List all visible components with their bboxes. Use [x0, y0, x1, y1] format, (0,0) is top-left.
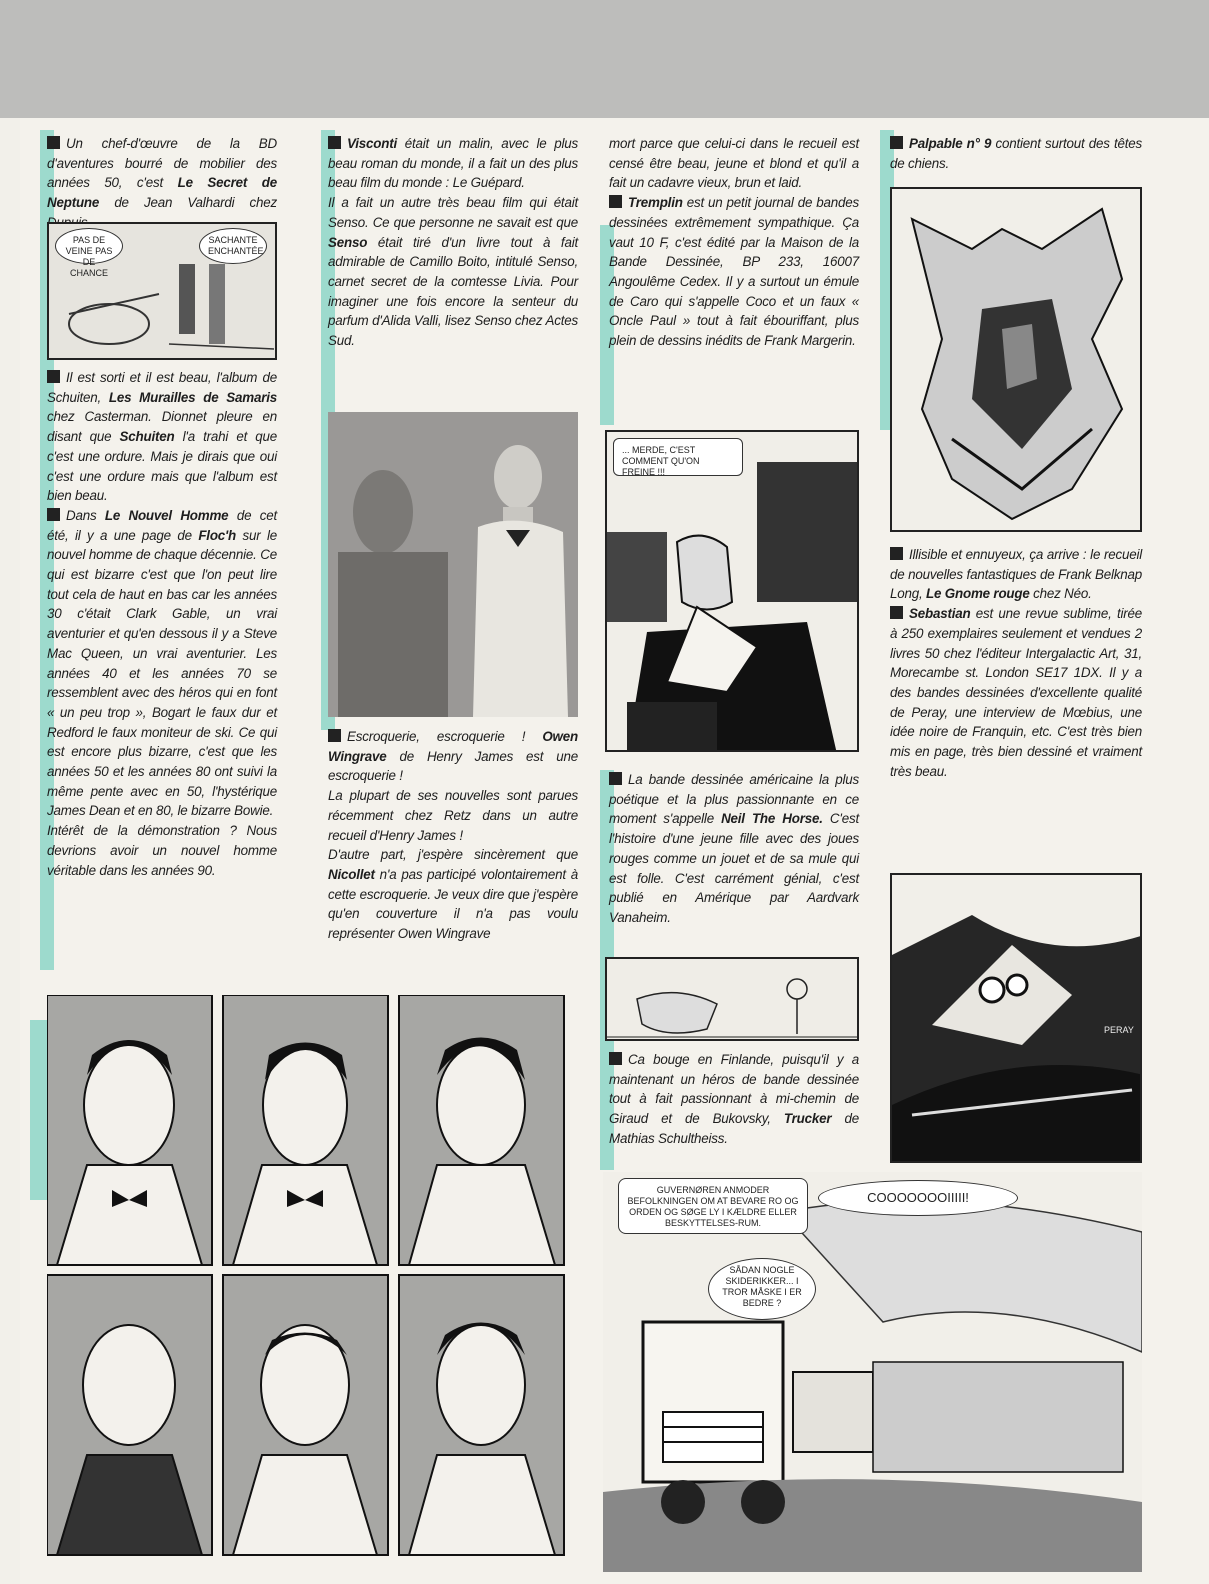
speech-balloon: GUVERNØREN ANMODER BEFOLKNINGEN OM AT BEVARE RO OG ORDEN OG SØGE LY I KÆLDRE ELLER BESKYTTELSES-RUM.	[618, 1178, 808, 1234]
column-1-text-top: Un chef-d'œuvre de la BD d'aventures bourré de mobilier des années 50, c'est Le Secret de Neptune de Jean Valhardi chez	[47, 136, 277, 211]
top-margin-band	[0, 0, 1209, 118]
bullet-square-icon	[890, 547, 903, 560]
senso-photo-drawing	[328, 412, 578, 717]
bullet-square-icon	[609, 772, 622, 785]
neptune-comic-panel	[47, 222, 277, 360]
column-4-text-top: Palpable n° 9 contient surtout des têtes de chiens.	[890, 136, 1142, 171]
floch-portraits-grid	[47, 995, 577, 1565]
column-3-text-top: mort parce que celui-ci dans le recueil est censé être beau, jeune et blond et qu'il a fait un cadavre vieux, brun et laid. Tremplin est un petit journal de bandes dessinées extrêmement sympathique. Ça vaut 10 F, c'est édité par la Maison de la Bande Dessinée, BP 233, 16007 Angoulême Cedex. Il y a surtout un émule de Caro qui s'appelle Coco et un faux « Oncle Paul » tout à fait ébouriffant, plus plein de dessins inédits de Frank Margerin.	[609, 136, 859, 349]
speech-balloon: SÅDAN NOGLE SKIDERIKKER... I TROR MÅSKE I ER BEDRE ?	[708, 1258, 816, 1320]
peray-sebastian-illustration	[890, 873, 1142, 1163]
bullet-square-icon	[890, 136, 903, 149]
bullet-square-icon	[47, 508, 60, 521]
column-3-text-bottom: Ca bouge en Finlande, puisqu'il y a maintenant un héros de bande dessinée tout à fait passionnant à mi-chemin de Giraud et de Bukovsky, Trucker de Mathias Schultheiss.	[609, 1052, 859, 1146]
artist-signature: PERAY	[1104, 1025, 1134, 1035]
column-3-text-mid: La bande dessinée américaine la plus poétique et la plus passionnante en ce moment s'appelle Neil The Horse. C'est l'histoire d'une jeune fille avec des joues rouges comme un jouet et de sa mule qui est folle. C'est carrément génial, c'est publié en Amérique par Aardvark Vanaheim.	[609, 772, 859, 925]
peray-drawing	[892, 875, 1142, 1163]
tremplin-comic-panel	[605, 430, 859, 752]
bullet-square-icon	[47, 136, 60, 149]
bullet-square-icon	[328, 136, 341, 149]
column-4-text-mid: Illisible et ennuyeux, ça arrive : le recueil de nouvelles fantastiques de Frank Belknap Long, Le Gnome rouge chez Néo. Sebastian est une revue sublime, tirée à 250 exemplaires seulement et vendues 2 livres 50 chez l'éditeur Intergalactic Art, 31, Morecambe st. London SE17 1DX. Il y a des bandes dessinées d'excellente qualité de Peray, une interview de Mœbius, une idée noire de Franquin, etc. C'est très bien mis en page, très bien dessiné et vraiment très beau.	[890, 547, 1142, 779]
speech-balloon: COOOOOOOIIIII!	[818, 1180, 1018, 1216]
speech-balloon: PAS DE VEINE PAS DE CHANCE	[55, 228, 123, 264]
neptune-drawing	[49, 224, 277, 360]
bullet-square-icon	[890, 606, 903, 619]
palpable-dog-head-illustration	[890, 187, 1142, 532]
neil-the-horse-drawing	[607, 959, 859, 1041]
tremplin-drawing	[607, 432, 859, 752]
palpable-drawing	[892, 189, 1142, 532]
bullet-square-icon	[47, 370, 60, 383]
speech-balloon: SACHANTE ENCHANTÉE	[199, 228, 267, 264]
column-2-text-bottom: Escroquerie, escroquerie ! Owen Wingrave de Henry James est une escroquerie ! La plupart de ses nouvelles sont parues récemment chez Retz dans un autre recueil d'Henry James ! D'autre part, j'espère sincèrement que Nicollet n'a pas participé volontairement à cette escroquerie. Je veux dire que j'espère qu'en couverture il n'a pas voulu représenter Owen Wingrave	[328, 729, 578, 942]
trucker-comic-panel	[603, 1172, 1142, 1572]
neil-the-horse-panel	[605, 957, 859, 1041]
column-2-text-top: Visconti était un malin, avec le plus beau roman du monde, il a fait un des plus beau film du monde : Le Guépard. Il a fait un autre très beau film qui était Senso. Ce que personne ne savait est que Senso était tiré d'un livre tout à fait admirable de Camillo Boito, intitulé Senso, carnet secret de la comtesse Livia. Pour imaginer une fois encore la senteur du parfum d'Alida Valli, lisez Senso chez Actes Sud.	[328, 136, 578, 349]
column-1-text: Il est sorti et il est beau, l'album de Schuiten, Les Murailles de Samaris chez Casterman. Dionnet pleure en disant que Schuiten l'a trahi et que c'est une ordure. Mais je dirais que oui c'est une ordure mais que l'album est bien beau. Dans Le Nouvel Homme de cet été, il y a une page de Floc'h sur le nouvel homme de chaque décennie. Ce qui est bizarre c'est que l'on peut lire tout cela de haut en bas car les années 30 c'était Clark Gable, un vrai aventurier et qu'en dessous il y a Steve Mac Queen, un vrai aventurier. Les années 40 et les années 70 se ressemblent avec des héros qui en font « un peu trop », Bogart le faux dur et Redford le faux moniteur de ski. Ce qui est encore plus bizarre, c'est que les années 50 et les années 80 ont suivi la même pente avec en 50, l'hystérique James Dean et en 80, le bizarre Bowie. Intérêt de la démonstration ? Nous devrions avoir un nouvel homme véritable dans les années 90.	[47, 370, 277, 878]
bullet-square-icon	[609, 195, 622, 208]
senso-film-photo	[328, 412, 578, 717]
teal-strip-portraits	[30, 1020, 48, 1200]
portraits-drawing	[47, 995, 577, 1565]
speech-balloon: ... MERDE, C'EST COMMENT QU'ON FREINE !!!	[613, 438, 743, 476]
bullet-square-icon	[609, 1052, 622, 1065]
bullet-square-icon	[328, 729, 341, 742]
